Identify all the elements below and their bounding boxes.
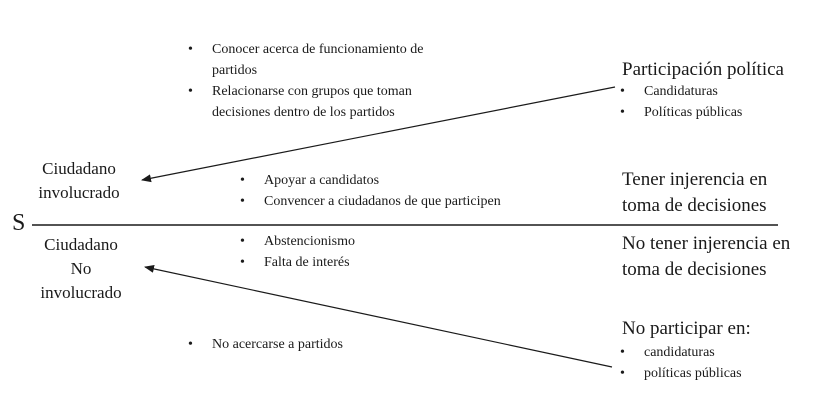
label-line: Ciudadano	[42, 159, 116, 178]
no-participar-list	[620, 342, 742, 384]
mid-top-bullets	[240, 170, 501, 212]
tener-injerencia	[622, 167, 767, 219]
list-item: • Candidaturas	[620, 81, 742, 102]
list-item: • Apoyar a candidatos	[240, 170, 501, 191]
list-item: • candidaturas	[620, 342, 742, 363]
no-tener-injerencia	[622, 231, 790, 283]
list-item: • Falta de interés	[240, 252, 355, 273]
label-line: toma de decisiones	[622, 259, 767, 280]
list-item: • Abstencionismo	[240, 231, 355, 252]
label-line: No tener injerencia en	[622, 233, 791, 254]
ciudadano-involucrado	[20, 157, 138, 205]
bottom-left-bullets	[188, 334, 343, 355]
participacion-title: Participación política	[622, 59, 784, 80]
label-line: involucrado	[40, 283, 122, 302]
label-line: No	[70, 259, 92, 278]
list-item: • No acercarse a partidos	[188, 334, 343, 355]
list-item	[188, 39, 457, 81]
list-item: • Convencer a ciudadanos de que participen	[240, 191, 501, 212]
label-line: toma de decisiones	[622, 195, 767, 216]
top-left-bullets	[188, 39, 457, 123]
bullet-line: Conocer acerca de funcionamiento de partidos	[212, 42, 424, 78]
list-item	[188, 81, 457, 123]
list-item: • políticas públicas	[620, 363, 742, 384]
no-participar-title: No participar en:	[622, 318, 751, 339]
label-line: Tener injerencia en	[622, 169, 768, 190]
label-line: involucrado	[38, 183, 120, 202]
participacion-list	[620, 81, 742, 123]
bullet-line: Relacionarse con grupos que toman decisiones dentro de los partidos	[212, 84, 412, 120]
s-label: S	[12, 210, 26, 236]
list-item: • Políticas públicas	[620, 102, 742, 123]
label-line: Ciudadano	[44, 235, 118, 254]
mid-bottom-bullets	[240, 231, 355, 273]
ciudadano-no-involucrado	[22, 233, 140, 305]
